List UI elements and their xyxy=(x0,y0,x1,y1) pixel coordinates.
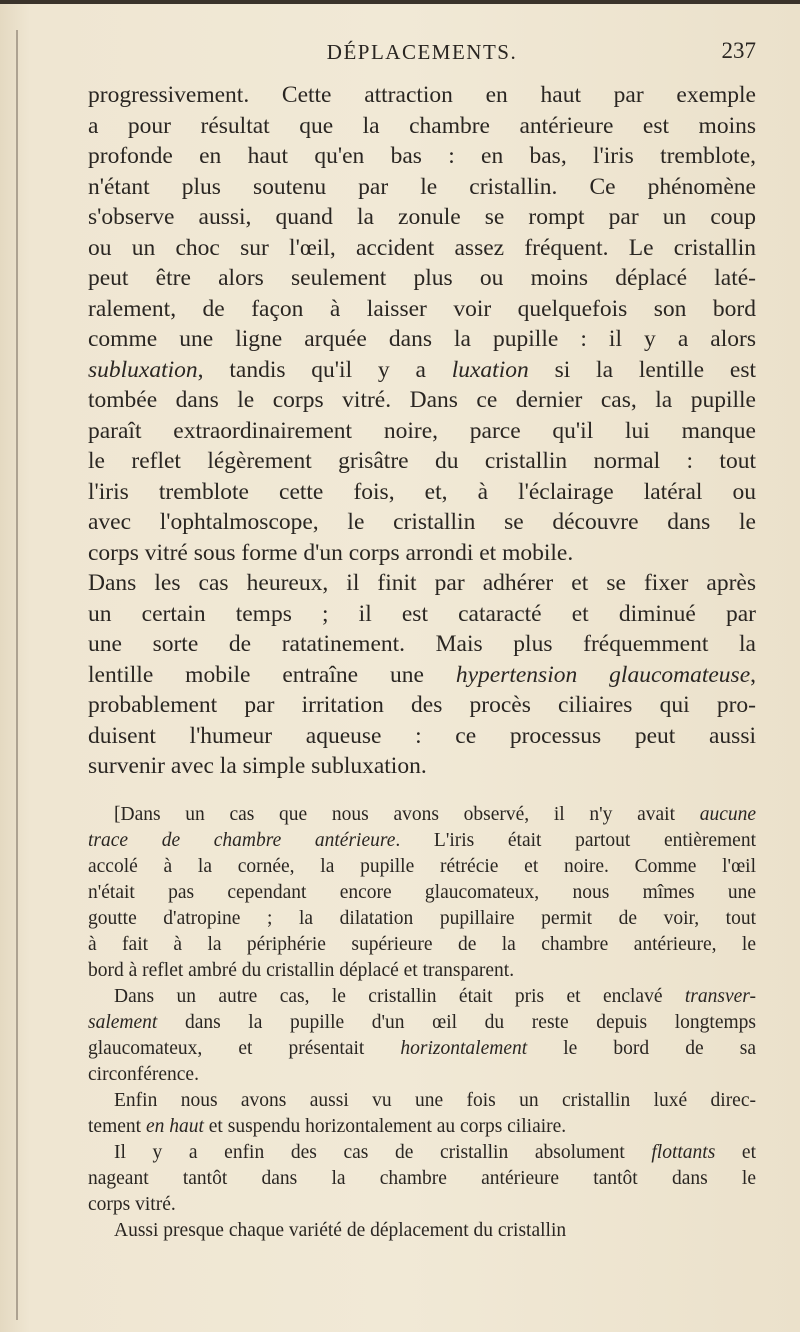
main-paragraph xyxy=(88,80,756,782)
text-segment: Il y a enfin des cas de cristallin absolument xyxy=(114,1141,652,1163)
text-line: duisent l'humeur aqueuse : ce processus peut aussi xyxy=(88,722,756,749)
text-line: nageant tantôt dans la chambre antérieure tantôt dans le xyxy=(88,1167,756,1189)
text-line xyxy=(88,828,756,854)
text-segment: , tandis qu'il y a xyxy=(197,356,452,383)
italic-term: hypertension glaucomateuse xyxy=(455,661,751,688)
note-paragraphs xyxy=(88,802,756,1244)
text-segment: . L'iris était partout entièrement xyxy=(395,829,757,851)
text-line: ou un choc sur l'œil, accident assez fréquent. Le cristallin xyxy=(88,234,756,261)
text-line: Enfin nous avons aussi vu une fois un cristallin luxé direc- xyxy=(114,1089,756,1111)
text-line: circonférence. xyxy=(88,1063,199,1085)
text-line: survenir avec la simple subluxation. xyxy=(88,753,427,779)
text-line: avec l'ophtalmoscope, le cristallin se découvre dans le xyxy=(88,509,756,535)
text-segment: , xyxy=(750,661,756,688)
text-line: à fait à la périphérie supérieure de la chambre antérieure, le xyxy=(88,933,756,955)
text-segment: [Dans un cas que nous avons observé, il n'y avait xyxy=(114,803,700,825)
italic-term: subluxation xyxy=(88,356,198,383)
paragraph-gap xyxy=(88,782,756,802)
text-line xyxy=(88,1010,756,1036)
italic-term: salement xyxy=(88,1011,158,1033)
text-line xyxy=(88,1114,756,1140)
text-line xyxy=(88,1036,756,1062)
text-segment: le bord de sa xyxy=(527,1037,756,1059)
italic-term: flottants xyxy=(651,1141,716,1163)
text-line xyxy=(88,1140,756,1166)
text-line: accolé à la cornée, la pupille rétrécie et noire. Comme l'œil xyxy=(88,855,756,877)
text-line: une sorte de ratatinement. Mais plus fréquemment la xyxy=(88,631,756,657)
text-segment: Dans un autre cas, le cristallin était pris et enclavé xyxy=(114,985,685,1007)
text-segment: dans la pupille d'un œil du reste depuis longtemps xyxy=(157,1011,756,1033)
text-line: tombée dans le corps vitré. Dans ce dernier cas, la pupille xyxy=(88,387,756,413)
text-line: n'était pas cependant encore glaucomateux, nous mîmes une xyxy=(88,881,756,903)
text-segment: et xyxy=(715,1141,756,1163)
text-segment: et suspendu horizontalement au corps ciliaire. xyxy=(203,1115,567,1137)
italic-term: en haut xyxy=(145,1115,204,1137)
text-segment: si la lentille est xyxy=(528,356,756,383)
top-rule xyxy=(0,0,800,4)
text-line: goutte d'atropine ; la dilatation pupillaire permit de voir, tout xyxy=(88,907,756,929)
page-spine-edge xyxy=(16,30,18,1320)
text-line: n'étant plus soutenu par le cristallin. Ce phénomène xyxy=(88,173,756,200)
text-line: profonde en haut qu'en bas : en bas, l'iris tremblote, xyxy=(88,143,756,169)
running-header xyxy=(88,38,756,68)
text-line: Aussi presque chaque variété de déplacement du cristallin xyxy=(114,1219,567,1241)
text-line: progressivement. Cette attraction en haut par exemple xyxy=(88,82,756,108)
italic-term: aucune xyxy=(699,803,756,825)
text-segment: glaucomateux, et présentait xyxy=(88,1037,401,1059)
text-line: le reflet légèrement grisâtre du cristallin normal : tout xyxy=(88,448,756,474)
text-line: probablement par irritation des procès ciliaires qui pro- xyxy=(88,692,756,718)
page-body xyxy=(88,80,756,1244)
text-line: s'observe aussi, quand la zonule se rompt par un coup xyxy=(88,204,756,230)
text-line: bord à reflet ambré du cristallin déplacé et transparent. xyxy=(88,959,515,981)
italic-term: trace de chambre antérieure xyxy=(88,829,396,851)
text-line: peut être alors seulement plus ou moins déplacé laté- xyxy=(88,265,756,291)
running-title: DÉPLACEMENTS. xyxy=(326,40,518,64)
text-segment: lentille mobile entraîne une xyxy=(88,661,456,688)
text-line: corps vitré. xyxy=(88,1193,176,1215)
text-line: ralement, de façon à laisser voir quelquefois son bord xyxy=(88,295,756,322)
text-line: comme une ligne arquée dans la pupille : il y a alors xyxy=(88,326,756,352)
text-line: un certain temps ; il est cataracté et diminué par xyxy=(88,600,756,627)
text-line: corps vitré sous forme d'un corps arrondi et mobile. xyxy=(88,539,574,566)
text-line xyxy=(88,355,756,386)
text-line: paraît extraordinairement noire, parce qu'il lui manque xyxy=(88,417,756,444)
text-segment: tement xyxy=(88,1115,146,1137)
italic-term: luxation xyxy=(451,356,529,383)
text-line: l'iris tremblote cette fois, et, à l'éclairage latéral ou xyxy=(88,478,756,505)
text-line xyxy=(88,984,756,1010)
text-line: Dans les cas heureux, il finit par adhérer et se fixer après xyxy=(88,570,756,596)
page-number: 237 xyxy=(721,38,756,63)
italic-term: horizontalement xyxy=(400,1037,528,1059)
text-line xyxy=(88,802,756,828)
italic-term: transver- xyxy=(684,985,756,1007)
text-line xyxy=(88,660,756,691)
text-line: a pour résultat que la chambre antérieure est moins xyxy=(88,112,756,139)
